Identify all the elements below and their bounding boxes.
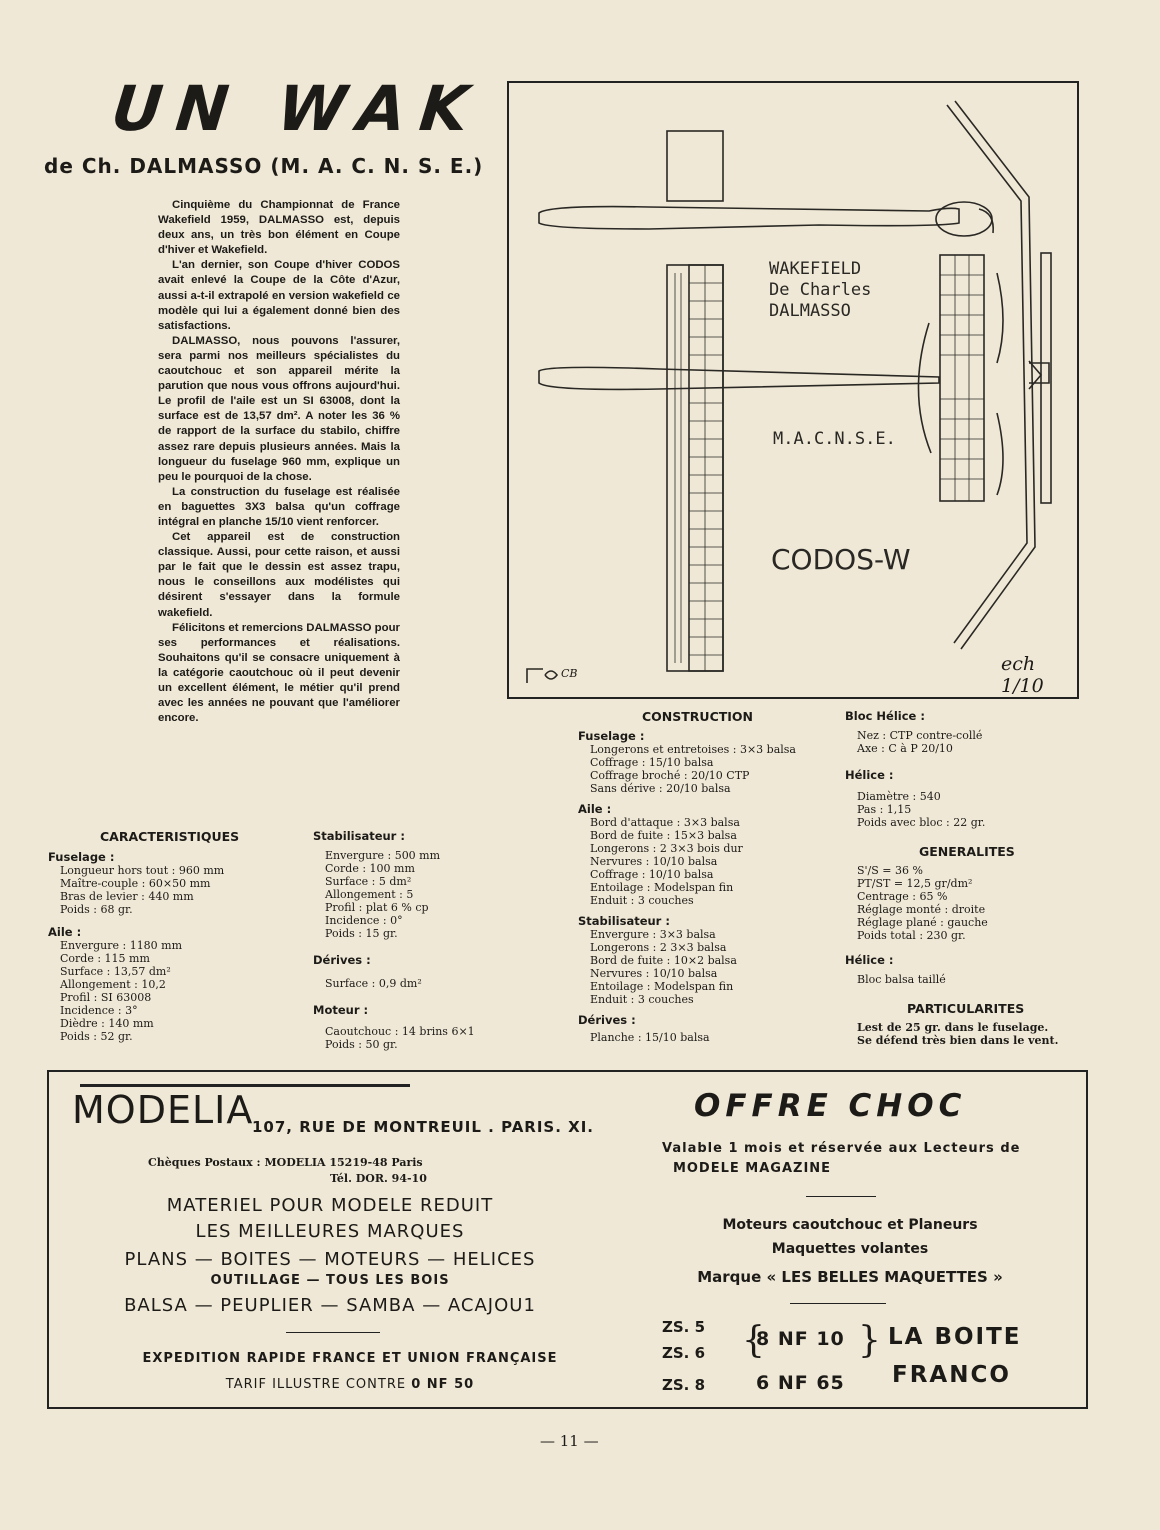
spec-line: Réglage plané : gauche bbox=[857, 916, 988, 929]
generalites-heading: GENERALITES bbox=[919, 844, 1015, 859]
caracteristiques-heading: CARACTERISTIQUES bbox=[100, 829, 240, 844]
spec-line: Nez : CTP contre-collé bbox=[857, 729, 983, 742]
offre-valid-line2: MODELE MAGAZINE bbox=[672, 1161, 832, 1176]
spec-line: Bord de fuite : 10×2 balsa bbox=[590, 954, 737, 967]
plan-label-line: WAKEFIELD bbox=[769, 259, 862, 279]
modelia-line4: OUTILLAGE — TOUS LES BOIS bbox=[210, 1273, 450, 1288]
offre-product3: Marque « LES BELLES MAQUETTES » bbox=[697, 1268, 1003, 1286]
spec-line: Incidence : 3° bbox=[60, 1004, 138, 1017]
modelia-line6: EXPEDITION RAPIDE FRANCE ET UNION FRANÇAISE bbox=[142, 1351, 558, 1366]
right-specs bbox=[845, 710, 1085, 1047]
spec-line: Nervures : 10/10 balsa bbox=[590, 855, 718, 868]
tarif-price: 0 NF 50 bbox=[411, 1377, 475, 1392]
article-paragraph: Félicitons et remercions DALMASSO pour ses performances et réalisations. Souhaitons qu'il se consacre uniquement à la catégorie caoutchouc où il peut devenir un excellent élément, le métier qu'il prend avec les années ne pouvant que l'améliorer encore. bbox=[158, 621, 400, 725]
spec-line: Sans dérive : 20/10 balsa bbox=[590, 782, 731, 795]
offre-product2: Maquettes volantes bbox=[771, 1241, 929, 1257]
modelia-line3: PLANS — BOITES — MOTEURS — HELICES bbox=[124, 1249, 536, 1270]
modelia-line7 bbox=[60, 1377, 640, 1392]
spec-group-title: Stabilisateur : bbox=[313, 829, 405, 843]
article-title: UN WAK bbox=[108, 72, 486, 145]
spec-line: Envergure : 1180 mm bbox=[60, 939, 183, 952]
spec-line: Profil : SI 63008 bbox=[60, 991, 152, 1004]
spec-line: Réglage monté : droite bbox=[857, 903, 986, 916]
spec-line: Planche : 15/10 balsa bbox=[590, 1031, 710, 1044]
modelia-line1: MATERIEL POUR MODELE REDUIT bbox=[166, 1195, 494, 1216]
spec-line: Coffrage : 10/10 balsa bbox=[590, 868, 714, 881]
spec-line: Axe : C à P 20/10 bbox=[857, 742, 953, 755]
spec-line: Poids avec bloc : 22 gr. bbox=[857, 816, 986, 829]
modelia-address: 107, RUE DE MONTREUIL . PARIS. XI. bbox=[252, 1118, 594, 1136]
modelia-line5: BALSA — PEUPLIER — SAMBA — ACAJOU1 bbox=[124, 1295, 536, 1316]
intro-article bbox=[158, 198, 400, 726]
spec-line: Entoilage : Modelspan fin bbox=[590, 980, 734, 993]
spec-line: Bord d'attaque : 3×3 balsa bbox=[590, 816, 740, 829]
brace-left: { bbox=[742, 1320, 765, 1361]
spec-line: Surface : 0,9 dm² bbox=[325, 977, 422, 990]
offre-valid-line1: Valable 1 mois et réservée aux Lecteurs de bbox=[662, 1141, 1021, 1156]
franco-label: FRANCO bbox=[892, 1362, 1011, 1388]
spec-group-title: Hélice : bbox=[845, 768, 894, 782]
offre-choc-title: OFFRE CHOC bbox=[694, 1088, 967, 1124]
article-paragraph: La construction du fuselage est réalisée en baguettes 3X3 balsa qu'un coffrage intégral en planche 15/10 vient renforcer. bbox=[158, 485, 400, 528]
zs8-label: ZS. 8 bbox=[662, 1376, 706, 1394]
offre-divider bbox=[806, 1196, 876, 1197]
modelia-postal: Chèques Postaux : MODELIA 15219-48 Paris bbox=[148, 1156, 423, 1169]
zs5-label: ZS. 5 bbox=[662, 1318, 706, 1336]
spec-line: Poids : 50 gr. bbox=[325, 1038, 398, 1051]
plan-scale: ech 1/10 bbox=[1001, 653, 1044, 697]
spec-line: Profil : plat 6 % cp bbox=[325, 901, 429, 914]
plan-label bbox=[769, 259, 871, 322]
spec-group-title: Aile : bbox=[48, 925, 82, 939]
spec-line: Envergure : 3×3 balsa bbox=[590, 928, 716, 941]
spec-line: Corde : 115 mm bbox=[60, 952, 150, 965]
particularites-heading: PARTICULARITES bbox=[907, 1001, 1025, 1016]
spec-line: Allongement : 10,2 bbox=[60, 978, 166, 991]
spec-line: Poids : 52 gr. bbox=[60, 1030, 133, 1043]
spec-line: Pas : 1,15 bbox=[857, 803, 912, 816]
spec-line: Incidence : 0° bbox=[325, 914, 403, 927]
modelia-divider bbox=[286, 1332, 380, 1333]
spec-line: Lest de 25 gr. dans le fuselage. bbox=[857, 1021, 1049, 1034]
spec-group-title: Fuselage : bbox=[48, 850, 115, 864]
spec-line: Poids : 68 gr. bbox=[60, 903, 133, 916]
spec-line: Coffrage broché : 20/10 CTP bbox=[590, 769, 750, 782]
spec-group-title: Moteur : bbox=[313, 1003, 369, 1017]
article-byline: de Ch. DALMASSO (M. A. C. N. S. E.) bbox=[44, 154, 484, 178]
spec-line: Poids total : 230 gr. bbox=[857, 929, 966, 942]
modelia-tel: Tél. DOR. 94-10 bbox=[330, 1172, 427, 1185]
spec-group-title: Stabilisateur : bbox=[578, 914, 670, 928]
plan-model-name: CODOS-W bbox=[771, 543, 911, 576]
spec-line: Longerons : 2 3×3 bois dur bbox=[590, 842, 743, 855]
plan-signature: CB bbox=[561, 667, 578, 680]
spec-line: Se défend très bien dans le vent. bbox=[857, 1034, 1059, 1047]
spec-line: Surface : 13,57 dm² bbox=[60, 965, 171, 978]
plan-label-line: De Charles bbox=[769, 280, 872, 300]
spec-line: Surface : 5 dm² bbox=[325, 875, 412, 888]
aircraft-plan-svg bbox=[509, 83, 1077, 697]
spec-line: Enduit : 3 couches bbox=[590, 993, 694, 1006]
price-1: 8 NF 10 bbox=[756, 1328, 845, 1350]
page-number: — 11 — bbox=[540, 1432, 599, 1450]
spec-line: Bloc balsa taillé bbox=[857, 973, 946, 986]
brace-right: } bbox=[858, 1320, 881, 1361]
offre-product1: Moteurs caoutchouc et Planeurs bbox=[722, 1217, 978, 1233]
plan-label-line: DALMASSO bbox=[769, 301, 851, 321]
la-boite-label: LA BOITE bbox=[888, 1324, 1022, 1350]
spec-line: Longerons et entretoises : 3×3 balsa bbox=[590, 743, 796, 756]
modelia-logo: MODELIA bbox=[72, 1088, 254, 1132]
spec-line: Longerons : 2 3×3 balsa bbox=[590, 941, 727, 954]
article-paragraph: DALMASSO, nous pouvons l'assurer, sera parmi nos meilleurs spécialistes du caoutchouc et son appareil mérite la parution que nous vous offrons aujourd'hui. Le profil de l'aile est un SI 63008, dont la surface est de 13,57 dm². A noter les 36 % de rapport de la surface du stabilo, chiffre assez rare depuis plusieurs années. Mais la longueur du fuselage 960 mm, explique un peu le pourquoi de la chose. bbox=[158, 334, 400, 483]
modelia-line2: LES MEILLEURES MARQUES bbox=[195, 1221, 465, 1242]
plan-club: M.A.C.N.S.E. bbox=[773, 429, 896, 449]
spec-line: Poids : 15 gr. bbox=[325, 927, 398, 940]
zs6-label: ZS. 6 bbox=[662, 1344, 706, 1362]
price-2: 6 NF 65 bbox=[756, 1372, 845, 1394]
article-paragraph: Cet appareil est de construction classique. Aussi, pour cette raison, et aussi par le fait que le dessin est assez trapu, nous le conseillons aux modélistes qui désirent s'essayer dans la formule wakefield. bbox=[158, 531, 400, 619]
spec-group-title: Aile : bbox=[578, 802, 612, 816]
spec-line: Envergure : 500 mm bbox=[325, 849, 441, 862]
caracteristiques-right bbox=[313, 830, 563, 1051]
spec-line: Dièdre : 140 mm bbox=[60, 1017, 154, 1030]
construction-list bbox=[578, 730, 838, 1044]
spec-line: Enduit : 3 couches bbox=[590, 894, 694, 907]
spec-line: Caoutchouc : 14 brins 6×1 bbox=[325, 1025, 475, 1038]
spec-line: Coffrage : 15/10 balsa bbox=[590, 756, 714, 769]
spec-group-title: Hélice : bbox=[845, 953, 894, 967]
spec-line: Maître-couple : 60×50 mm bbox=[60, 877, 211, 890]
spec-line: Centrage : 65 % bbox=[857, 890, 948, 903]
tarif-text: TARIF ILLUSTRE CONTRE bbox=[225, 1377, 407, 1392]
spec-line: Bras de levier : 440 mm bbox=[60, 890, 194, 903]
offre-divider-2 bbox=[790, 1303, 886, 1304]
spec-line: Entoilage : Modelspan fin bbox=[590, 881, 734, 894]
spec-line: Diamètre : 540 bbox=[857, 790, 941, 803]
spec-line: S'/S = 36 % bbox=[857, 864, 923, 877]
logo-rule bbox=[80, 1084, 410, 1087]
spec-group-title: Bloc Hélice : bbox=[845, 709, 925, 723]
spec-line: Allongement : 5 bbox=[325, 888, 414, 901]
article-paragraph: Cinquième du Championnat de France Wakefield 1959, DALMASSO est, depuis deux ans, un très bon élément en Coupe d'hiver et Wakefield. bbox=[158, 199, 400, 257]
spec-line: Nervures : 10/10 balsa bbox=[590, 967, 718, 980]
spec-line: Corde : 100 mm bbox=[325, 862, 415, 875]
construction-heading: CONSTRUCTION bbox=[642, 709, 754, 724]
spec-group-title: Fuselage : bbox=[578, 729, 645, 743]
caracteristiques-left bbox=[48, 851, 298, 1043]
spec-line: Longueur hors tout : 960 mm bbox=[60, 864, 225, 877]
spec-group-title: Dérives : bbox=[313, 953, 371, 967]
article-paragraph: L'an dernier, son Coupe d'hiver CODOS avait enlevé la Coupe de la Côte d'Azur, aussi a-t-il extrapolé en version wakefield ce modèle qui lui a également donné bien des satisfactions. bbox=[158, 259, 400, 332]
spec-line: Bord de fuite : 15×3 balsa bbox=[590, 829, 737, 842]
spec-group-title: Dérives : bbox=[578, 1013, 636, 1027]
spec-line: PT/ST = 12,5 gr/dm² bbox=[857, 877, 973, 890]
plan-drawing bbox=[507, 81, 1079, 699]
